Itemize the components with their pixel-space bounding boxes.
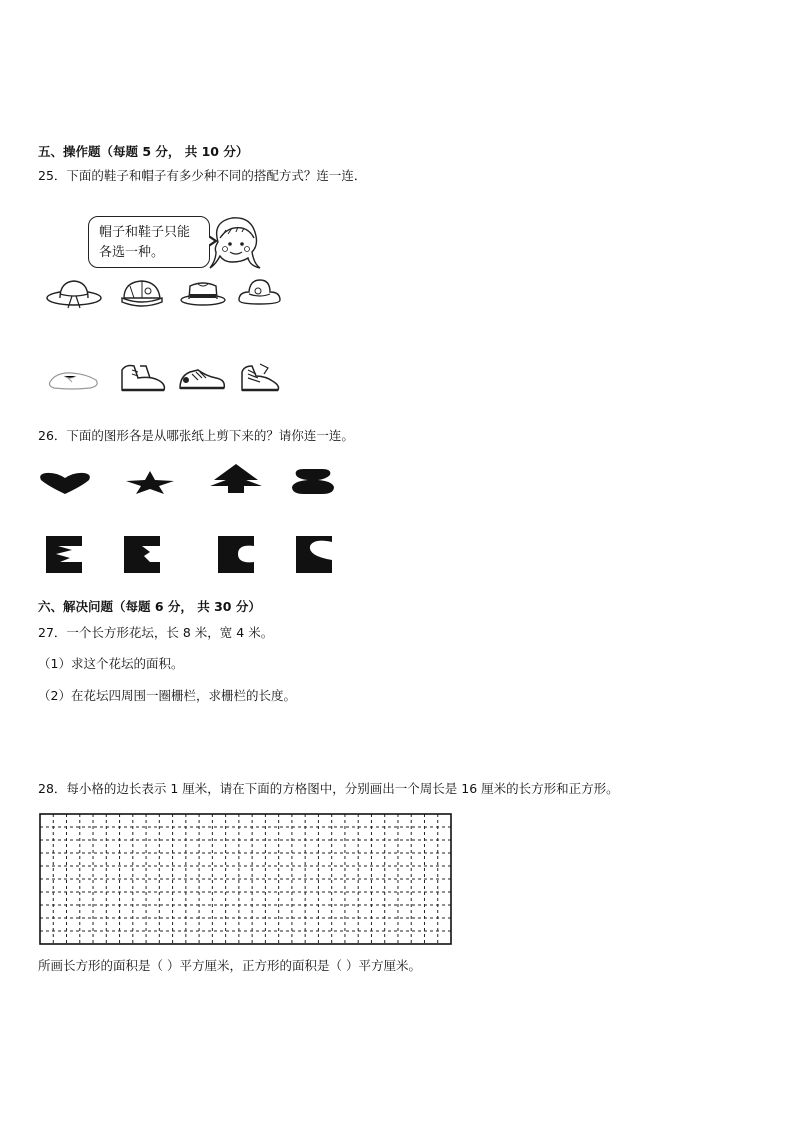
square-grid[interactable] <box>38 812 453 946</box>
zigzag-cut-paper-icon <box>46 536 84 574</box>
question-28-answer-line: 所画长方形的面积是（ ）平方厘米，正方形的面积是（ ）平方厘米。 <box>38 958 421 973</box>
speech-bubble-line-1: 帽子和鞋子只能 <box>99 225 191 240</box>
wide-brim-hat-icon <box>44 276 104 310</box>
baseball-cap-icon <box>118 276 166 310</box>
figure-eight-icon <box>290 467 336 495</box>
flower-hat-icon <box>236 276 282 310</box>
star-icon <box>124 469 176 495</box>
question-28-text: 28．每小格的边长表示 1 厘米，请在下面的方格图中，分别画出一个周长是 16 厘米的长方形和正方形。 <box>38 781 619 796</box>
speech-bubble-line-2: 各选一种。 <box>99 245 165 260</box>
section-5-heading: 五、操作题（每题 5 分， 共 10 分） <box>38 144 249 159</box>
speech-bubble <box>88 216 210 268</box>
tree-arrow-icon <box>208 462 264 494</box>
star-cut-paper-icon <box>124 536 162 574</box>
section-6-heading: 六、解决问题（每题 6 分， 共 30 分） <box>38 599 261 614</box>
question-26-text: 26．下面的图形各是从哪张纸上剪下来的？请你连一连。 <box>38 428 354 443</box>
sneaker-icon <box>176 362 228 394</box>
question-25-text: 25．下面的鞋子和帽子有多少种不同的搭配方式？连一连． <box>38 168 367 183</box>
slipper-shoe-icon <box>46 366 102 394</box>
high-top-sneaker-icon <box>236 360 282 396</box>
question-27-text: 27．一个长方形花坛，长 8 米，宽 4 米。 <box>38 625 274 640</box>
girl-icon <box>208 212 264 272</box>
question-27-part-1: （1）求这个花坛的面积。 <box>38 656 184 671</box>
fedora-hat-icon <box>178 278 228 308</box>
round-cut-paper-icon <box>218 536 256 574</box>
heart-icon <box>38 470 92 496</box>
boot-icon <box>116 360 168 396</box>
wave-cut-paper-icon <box>296 536 334 574</box>
question-27-part-2: （2）在花坛四周围一圈栅栏，求栅栏的长度。 <box>38 688 296 703</box>
